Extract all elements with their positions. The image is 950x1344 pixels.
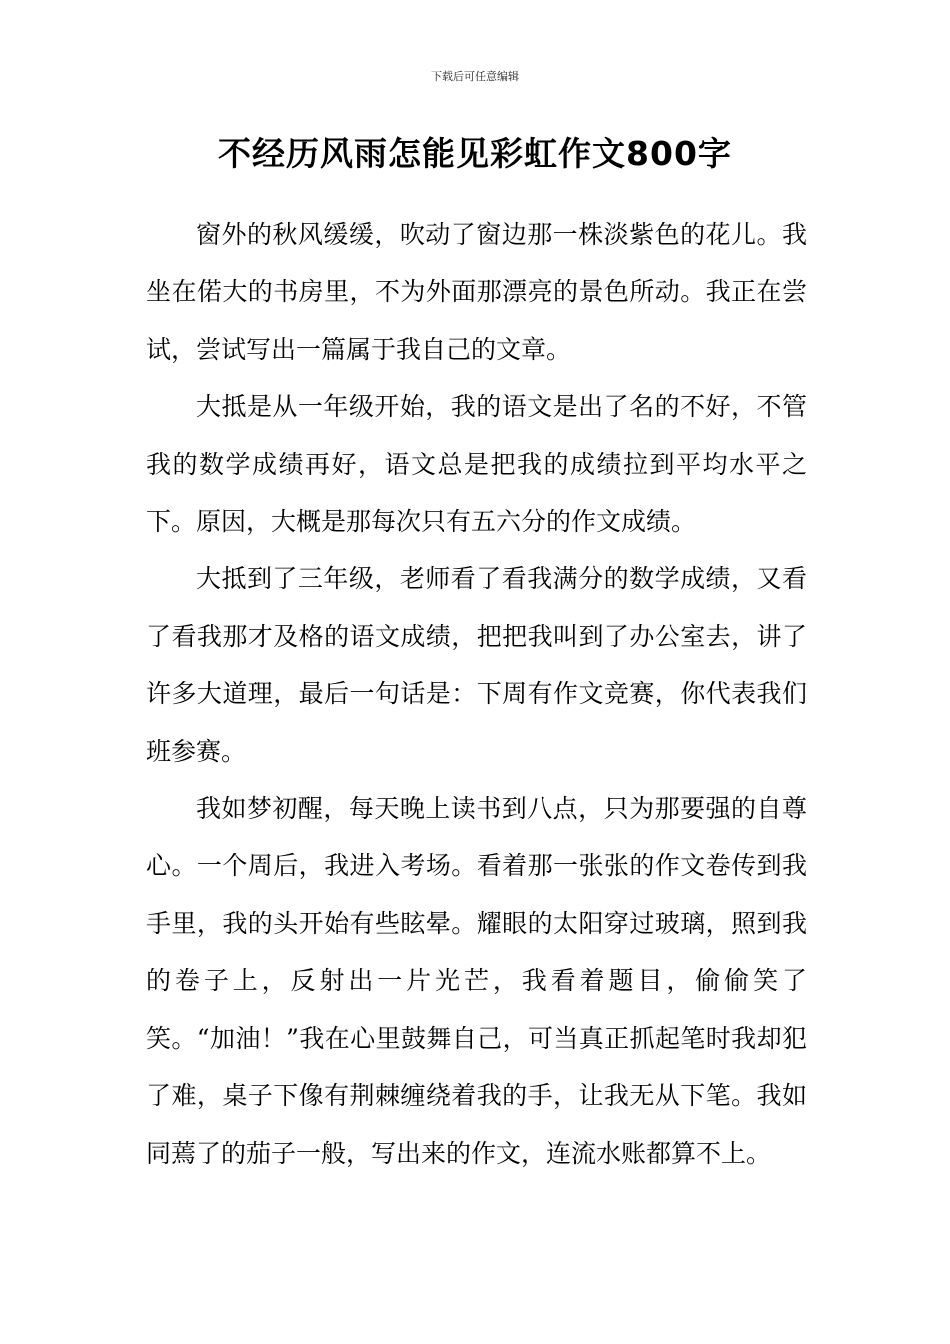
paragraph-3: 大抵到了三年级，老师看了看我满分的数学成绩，又看了看我那才及格的语文成绩，把把我叫到了办公室去，讲了许多大道理，最后一句话是：下周有作文竞赛，你代表我们班参赛。 [146, 564, 807, 766]
paragraph-4: 我如梦初醒，每天晚上读书到八点，只为那要强的自尊心。一个周后，我进入考场。看着那一张张的作文卷传到我手里，我的头开始有些眩晕。耀眼的太阳穿过玻璃，照到我的卷子上，反射出一片光芒，我看着题目，偷偷笑了笑。“加油！”我在心里鼓舞自己，可当真正抓起笔时我却犯了难，桌子下像有荆棘缠绕着我的手，让我无从下笔。我如同蔫了的茄子一般，写出来的作文，连流水账都算不上。 [146, 794, 807, 1168]
article-body [146, 206, 807, 1182]
paragraph-1: 窗外的秋风缓缓，吹动了窗边那一株淡紫色的花儿。我坐在偌大的书房里，不为外面那漂亮的景色所动。我正在尝试，尝试写出一篇属于我自己的文章。 [146, 220, 807, 364]
paragraph-2: 大抵是从一年级开始，我的语文是出了名的不好，不管我的数学成绩再好，语文总是把我的成绩拉到平均水平之下。原因，大概是那每次只有五六分的作文成绩。 [146, 392, 807, 537]
header-note: 下载后可任意编辑 [431, 70, 519, 83]
document-title: 不经历风雨怎能见彩虹作文800字 [218, 134, 732, 173]
